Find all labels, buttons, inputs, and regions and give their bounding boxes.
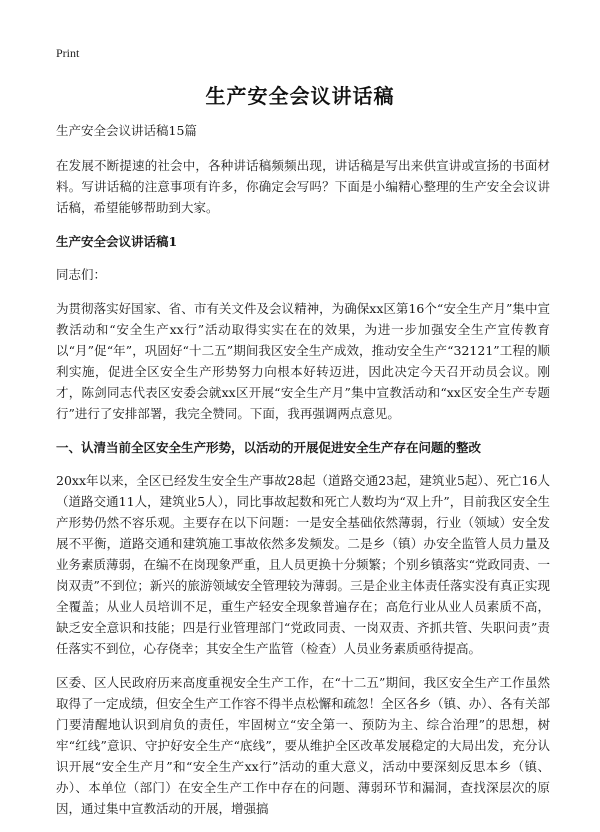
print-link[interactable]: Print: [56, 46, 80, 60]
intro-paragraph: 在发展不断提速的社会中，各种讲话稿频频出现，讲话稿是写出来供宣讲或宣扬的书面材料。写讲话稿的注意事项有许多，你确定会写吗？下面是小编精心整理的生产安全会议讲话稿，希望能够帮助到大家。: [56, 158, 550, 215]
document-title: 生产安全会议讲话稿: [205, 84, 395, 108]
speech-heading: 生产安全会议讲话稿1: [56, 234, 178, 249]
document-subtitle: 生产安全会议讲话稿15篇: [56, 123, 197, 138]
body-paragraph: 20xx年以来，全区已经发生安全生产事故28起（道路交通23起，建筑业5起）、死亡16人（道路交通11人，建筑业5人），同比事故起数和死亡人数均为“双上升”，目前我区安全生产形势仍然不容乐观。主要存在以下问题：一是安全基础依然薄弱，行业（领域）安全发展不平衡，道路交通和建筑施工事故依然多发频发。二是乡（镇）办安全监管人员力量及业务素质薄弱，在编不在岗现象严重，且人员更换十分频繁；个别乡镇落实“党政同责、一岗双责”不到位；新兴的旅游领域安全管理较为薄弱。三是企业主体责任落实没有真正实现全覆盖；从业人员培训不足，重生产轻安全现象普遍存在；高危行业从业人员素质不高，缺乏安全意识和技能；四是行业管理部门“党政同责、一岗双责、齐抓共管、失职问责”责任落实不到位，心存侥幸；其安全生产监管（检查）人员业务素质亟待提高。: [56, 473, 550, 656]
section-heading: 一、认清当前全区安全生产形势，以活动的开展促进安全生产存在问题的整改: [56, 440, 482, 455]
greeting: 同志们：: [56, 267, 107, 282]
body-paragraph: 区委、区人民政府历来高度重视安全生产工作，在“十二五”期间，我区安全生产工作虽然取得了一定成绩，但安全生产工作容不得半点松懈和疏忽！全区各乡（镇、办）、各有关部门要清醒地认识到肩负的责任，牢固树立“安全第一、预防为主、综合治理”的思想，树牢“红线”意识、守护好安全生产“底线”，要从维护全区改革发展稳定的大局出发，充分认识开展“安全生产月”和“安全生产xx行”活动的重大意义，活动中要深刻反思本乡（镇、办）、本单位（部门）在安全生产工作中存在的问题、薄弱环节和漏洞，查找深层次的原因，通过集中宣教活动的开展，增强搞: [56, 675, 550, 816]
document-body: [56, 120, 550, 832]
body-paragraph: 为贯彻落实好国家、省、市有关文件及会议精神，为确保xx区第16个“安全生产月”集中宣教活动和“安全生产xx行”活动取得实实在在的效果，为进一步加强安全生产宣传教育以“月”促“年”，巩固好“十二五”期间我区安全生产成效，推动安全生产“32121”工程的顺利实施，促进全区安全生产形势努力向根本好转迈进，因此决定今天召开动员会议。刚才，陈剑同志代表区安委会就xx区开展“安全生产月”集中宣教活动和“xx区安全生产专题行”进行了安排部署，我完全赞同。下面，我再强调两点意见。: [56, 301, 550, 421]
